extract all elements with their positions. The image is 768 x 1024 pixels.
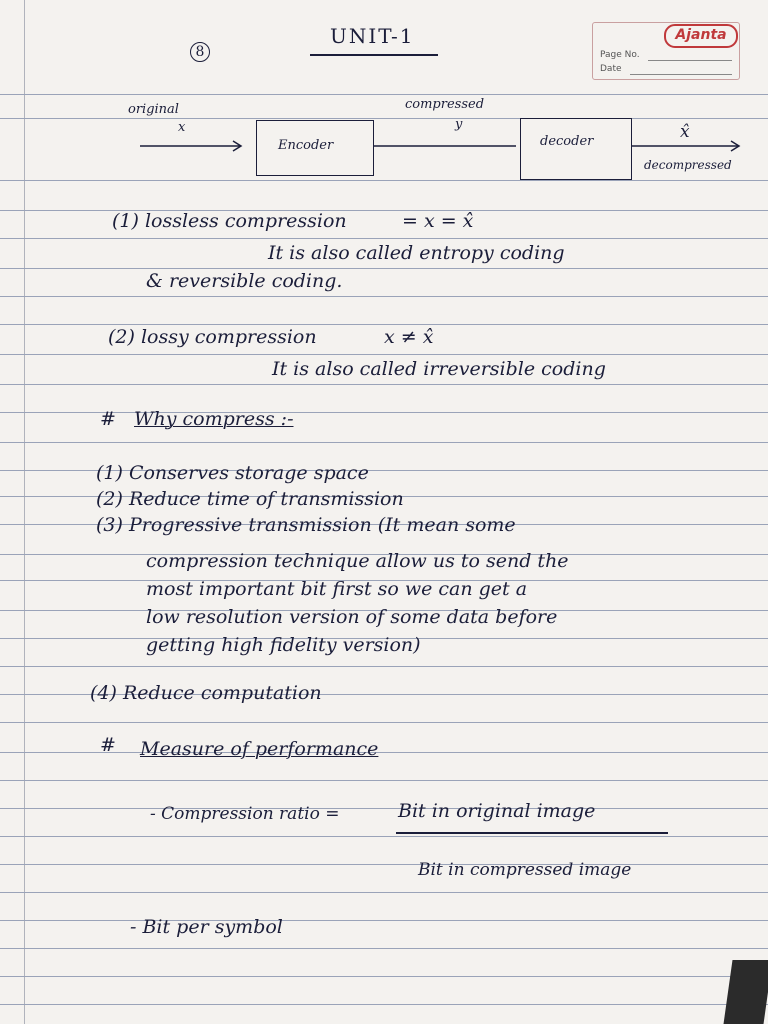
ruled-line xyxy=(0,666,768,667)
decoder-label: decoder xyxy=(540,134,594,149)
why-item-3: (3) Progressive transmission (It mean some xyxy=(96,514,516,536)
lossy-line-1: It is also called irreversible coding xyxy=(272,358,606,380)
ruled-line xyxy=(0,722,768,723)
ruled-line xyxy=(0,1004,768,1005)
x-hat-label: x̂ xyxy=(680,122,690,142)
lossy-equation: x ≠ x̂ xyxy=(384,326,434,348)
decompressed-label: decompressed xyxy=(644,158,732,172)
ratio-numerator: Bit in original image xyxy=(398,800,596,822)
ruled-line xyxy=(0,864,768,865)
ruled-line xyxy=(0,324,768,325)
why-item-3-cont-2: most important bit first so we can get a xyxy=(146,578,528,600)
why-item-1: (1) Conserves storage space xyxy=(96,462,369,484)
ruled-line xyxy=(0,268,768,269)
performance-heading: Measure of performance xyxy=(140,738,379,760)
ruled-line xyxy=(0,296,768,297)
page-shadow-corner xyxy=(724,960,768,1024)
ruled-line xyxy=(0,384,768,385)
ruled-line xyxy=(0,238,768,239)
compression-ratio-label: - Compression ratio = xyxy=(150,804,340,824)
lossless-line-1: It is also called entropy coding xyxy=(268,242,565,264)
y-label: y xyxy=(455,117,463,132)
why-item-3-cont-3: low resolution version of some data before xyxy=(146,606,558,628)
x-label: x xyxy=(178,120,186,135)
bits-per-symbol: - Bit per symbol xyxy=(130,916,283,938)
brand-logo: Ajanta xyxy=(664,24,738,48)
why-item-3-cont-1: compression technique allow us to send the xyxy=(146,550,569,572)
encoder-label: Encoder xyxy=(278,138,334,153)
lossless-heading: (1) lossless compression xyxy=(112,210,347,232)
lossless-line-2: & reversible coding. xyxy=(146,270,343,292)
ruled-line xyxy=(0,354,768,355)
ruled-line xyxy=(0,780,768,781)
circled-number: 8 xyxy=(190,42,210,62)
original-label: original xyxy=(128,102,179,117)
page-title: UNIT-1 xyxy=(330,24,415,48)
fraction-bar xyxy=(396,832,668,834)
why-hash: # xyxy=(100,408,116,430)
decoder-box xyxy=(520,118,632,180)
performance-hash: # xyxy=(100,734,116,756)
ratio-denominator: Bit in compressed image xyxy=(418,860,632,880)
compressed-label: compressed xyxy=(405,97,485,112)
date-label: Date xyxy=(600,64,622,74)
why-item-3-cont-4: getting high fidelity version) xyxy=(146,634,421,656)
ruled-line xyxy=(0,892,768,893)
ruled-line xyxy=(0,976,768,977)
lossless-equation: = x = x̂ xyxy=(402,210,474,232)
ruled-line xyxy=(0,836,768,837)
why-heading: Why compress :- xyxy=(134,408,294,430)
ruled-line xyxy=(0,948,768,949)
why-item-4: (4) Reduce computation xyxy=(90,682,322,704)
why-item-2: (2) Reduce time of transmission xyxy=(96,488,404,510)
ruled-line xyxy=(0,808,768,809)
lossy-heading: (2) lossy compression xyxy=(108,326,317,348)
ruled-line xyxy=(0,920,768,921)
page-no-label: Page No. xyxy=(600,50,640,60)
ruled-line xyxy=(0,442,768,443)
